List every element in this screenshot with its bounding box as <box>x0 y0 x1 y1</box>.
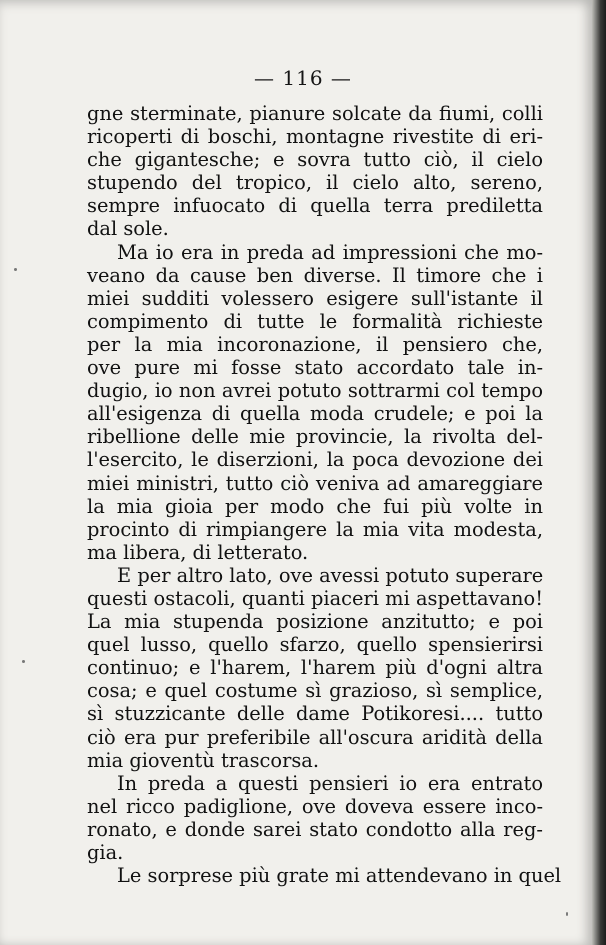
text-line: ciò era pur preferibile all'oscura aridità della <box>87 725 543 749</box>
text-line: compimento di tutte le formalità richieste <box>87 309 543 333</box>
text-line: sì stuzzicante delle dame Potikoresi.... tutto <box>87 702 543 726</box>
text-line: stupendo del tropico, il cielo alto, sereno, <box>87 171 543 195</box>
text-line: per la mia incoronazione, il pensiero che, <box>87 332 543 356</box>
text-line: che gigantesche; e sovra tutto ciò, il cielo <box>87 148 543 172</box>
text-line: Ma io era in preda ad impressioni che mo- <box>117 240 543 264</box>
text-line: cosa; e quel costume sì grazioso, sì semplice, <box>87 679 543 703</box>
text-line: sempre infuocato di quella terra prediletta <box>87 194 543 218</box>
text-line: La mia stupenda posizione anzitutto; e poi <box>87 610 543 634</box>
paper-speck <box>22 660 25 663</box>
text-line: miei sudditi volessero esigere sull'istante il <box>87 286 543 310</box>
paragraph <box>87 102 543 241</box>
text-line: miei ministri, tutto ciò veniva ad amareggiare <box>87 471 543 495</box>
paper-speck <box>14 268 17 271</box>
text-line: veano da cause ben diverse. Il timore che i <box>87 263 543 287</box>
body-text <box>87 102 562 888</box>
paragraph <box>87 772 543 864</box>
text-line: mia gioventù trascorsa. <box>87 748 320 772</box>
text-line: continuo; e l'harem, l'harem più d'ogni altra <box>87 656 543 680</box>
page-number: — 116 — <box>254 66 352 90</box>
text-line: quel lusso, quello sfarzo, quello spensierirsi <box>87 633 543 657</box>
text-line: ricoperti di boschi, montagne rivestite di eri- <box>87 125 543 149</box>
paper-speck <box>566 912 568 916</box>
text-line: ronato, e donde sarei stato condotto alla reg- <box>87 817 543 841</box>
paragraph <box>87 241 543 564</box>
text-line: procinto di rimpiangere la mia vita modesta, <box>87 517 543 541</box>
text-line: Le sorprese più grate mi attendevano in quel <box>117 864 562 888</box>
text-line: ma libera, di letterato. <box>87 540 309 564</box>
paragraph <box>87 564 543 772</box>
text-line: dal sole. <box>87 217 169 241</box>
text-line: ribellione delle mie provincie, la rivolta del- <box>87 425 543 449</box>
text-line: dugio, io non avrei potuto sottrarmi col tempo <box>87 379 543 403</box>
text-line: ove pure mi fosse stato accordato tale in- <box>87 356 543 380</box>
text-line: gia. <box>87 841 124 864</box>
text-line: E per altro lato, ove avessi potuto superare <box>117 563 544 587</box>
text-line: la mia gioia per modo che fui più volte in <box>87 494 543 518</box>
text-line: nel ricco padiglione, ove doveva essere inco- <box>87 794 543 818</box>
text-line: l'esercito, le diserzioni, la poca devozione dei <box>87 448 543 472</box>
text-line: questi ostacoli, quanti piaceri mi aspettavano! <box>87 586 543 610</box>
text-line: In preda a questi pensieri io era entrato <box>117 771 543 795</box>
text-line: all'esigenza di quella moda crudele; e poi la <box>87 402 543 426</box>
page-edge-shadow <box>592 0 606 945</box>
text-line: gne sterminate, pianure solcate da fiumi, colli <box>87 102 543 125</box>
paragraph <box>87 864 562 888</box>
